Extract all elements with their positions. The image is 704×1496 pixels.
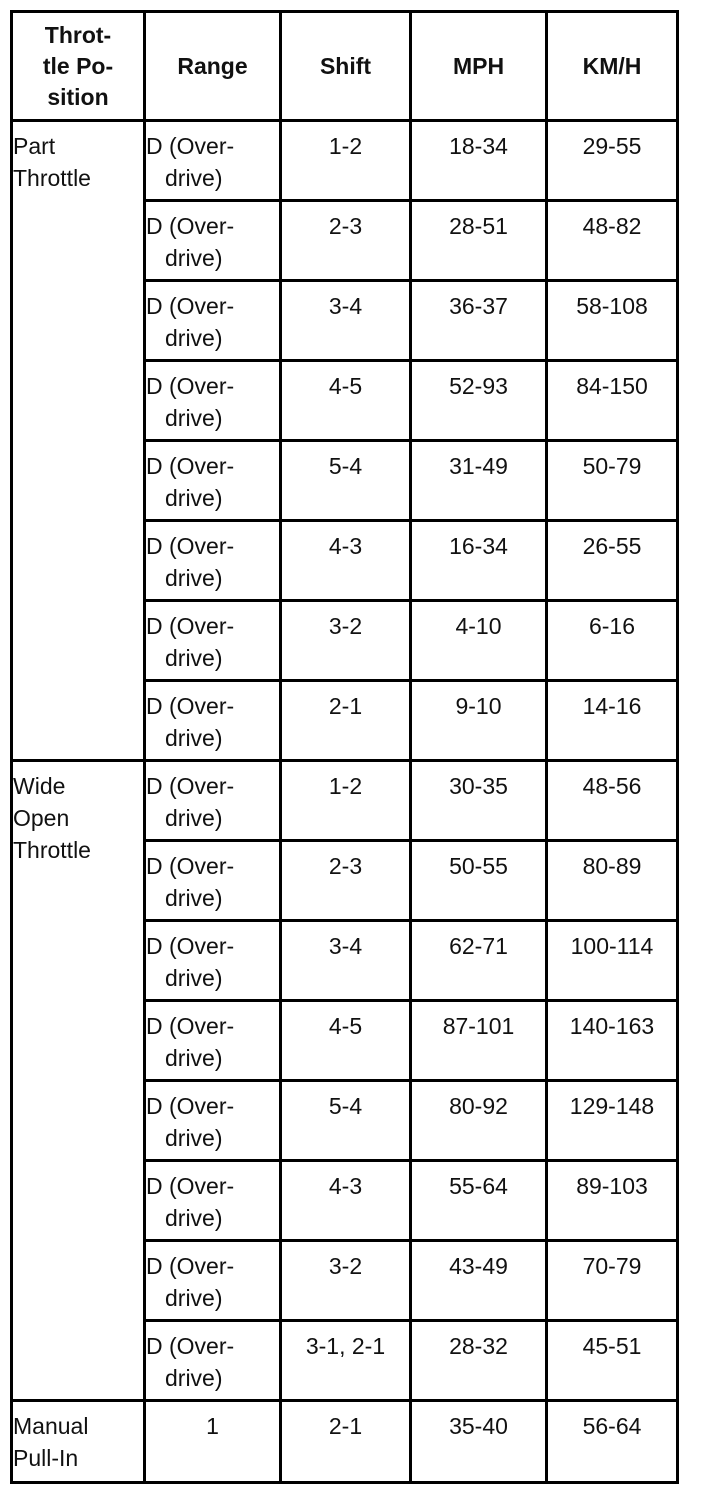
range-cell [145, 201, 281, 281]
shift-cell: 5-4 [281, 441, 411, 521]
mph-cell: 28-32 [411, 1321, 547, 1401]
range-line: drive) [165, 805, 223, 831]
shift-cell: 4-5 [281, 1001, 411, 1081]
range-line: D (Over- [146, 853, 235, 879]
shift-cell: 2-3 [281, 841, 411, 921]
mph-cell: 43-49 [411, 1241, 547, 1321]
column-header-line: KM/H [582, 52, 642, 79]
range-line: D (Over- [146, 1093, 235, 1119]
kmh-cell: 26-55 [547, 521, 678, 601]
shift-cell: 3-4 [281, 921, 411, 1001]
range-line: D (Over- [146, 453, 235, 479]
table-row [12, 761, 678, 841]
range-line: D (Over- [146, 213, 235, 239]
range-cell [145, 1081, 281, 1161]
range-line: D (Over- [146, 533, 235, 559]
shift-cell: 4-3 [281, 521, 411, 601]
column-header-line: MPH [452, 52, 505, 79]
range-cell: 1 [145, 1401, 281, 1483]
throttle-position-cell [12, 1401, 145, 1483]
mph-cell: 35-40 [411, 1401, 547, 1483]
throttle-position-line: Open [13, 805, 70, 831]
range-cell [145, 1321, 281, 1401]
kmh-cell: 58-108 [547, 281, 678, 361]
column-header-mph [411, 12, 547, 121]
shift-cell: 3-2 [281, 601, 411, 681]
range-line: drive) [165, 645, 223, 671]
kmh-cell: 84-150 [547, 361, 678, 441]
range-line: drive) [165, 565, 223, 591]
kmh-cell: 70-79 [547, 1241, 678, 1321]
mph-cell: 9-10 [411, 681, 547, 761]
header-row [12, 12, 678, 121]
mph-cell: 52-93 [411, 361, 547, 441]
shift-speed-table-container [10, 10, 679, 1484]
column-header-line: Range [177, 52, 248, 79]
kmh-cell: 45-51 [547, 1321, 678, 1401]
mph-cell: 80-92 [411, 1081, 547, 1161]
column-header-line: Throt- [44, 21, 112, 48]
kmh-cell: 48-82 [547, 201, 678, 281]
table-row [12, 121, 678, 201]
mph-cell: 30-35 [411, 761, 547, 841]
shift-cell: 3-4 [281, 281, 411, 361]
range-cell [145, 361, 281, 441]
mph-cell: 50-55 [411, 841, 547, 921]
column-header-line: tle Po- [42, 52, 114, 79]
table-header [12, 12, 678, 121]
mph-cell: 36-37 [411, 281, 547, 361]
kmh-cell: 129-148 [547, 1081, 678, 1161]
range-line: drive) [165, 485, 223, 511]
range-cell [145, 1241, 281, 1321]
kmh-cell: 100-114 [547, 921, 678, 1001]
shift-cell: 2-3 [281, 201, 411, 281]
kmh-cell: 48-56 [547, 761, 678, 841]
range-line: drive) [165, 725, 223, 751]
throttle-position-cell [12, 761, 145, 1401]
range-cell [145, 441, 281, 521]
shift-cell: 3-2 [281, 1241, 411, 1321]
mph-cell: 87-101 [411, 1001, 547, 1081]
range-cell [145, 521, 281, 601]
kmh-cell: 89-103 [547, 1161, 678, 1241]
range-line: drive) [165, 325, 223, 351]
column-header-shift [281, 12, 411, 121]
range-cell [145, 841, 281, 921]
mph-cell: 16-34 [411, 521, 547, 601]
range-line: drive) [165, 1285, 223, 1311]
mph-cell: 31-49 [411, 441, 547, 521]
mph-cell: 28-51 [411, 201, 547, 281]
mph-cell: 18-34 [411, 121, 547, 201]
range-line: drive) [165, 1205, 223, 1231]
shift-cell: 2-1 [281, 1401, 411, 1483]
shift-cell: 1-2 [281, 761, 411, 841]
range-cell [145, 281, 281, 361]
column-header-kmh [547, 12, 678, 121]
column-header-position [12, 12, 145, 121]
range-cell [145, 681, 281, 761]
column-header-line: sition [47, 83, 109, 110]
range-line: drive) [165, 1365, 223, 1391]
range-line: D (Over- [146, 1333, 235, 1359]
range-line: D (Over- [146, 373, 235, 399]
range-line: drive) [165, 885, 223, 911]
throttle-position-line: Part [13, 133, 56, 159]
kmh-cell: 140-163 [547, 1001, 678, 1081]
kmh-cell: 80-89 [547, 841, 678, 921]
throttle-position-line: Wide [13, 773, 66, 799]
throttle-position-line: Pull-In [13, 1445, 79, 1471]
range-line: drive) [165, 965, 223, 991]
range-line: D (Over- [146, 613, 235, 639]
column-header-line: Shift [319, 52, 372, 79]
kmh-cell: 14-16 [547, 681, 678, 761]
range-cell [145, 601, 281, 681]
throttle-position-line: Manual [13, 1413, 89, 1439]
kmh-cell: 50-79 [547, 441, 678, 521]
table-body [12, 121, 678, 1483]
range-cell [145, 121, 281, 201]
shift-cell: 2-1 [281, 681, 411, 761]
range-line: drive) [165, 165, 223, 191]
shift-cell: 1-2 [281, 121, 411, 201]
throttle-position-cell [12, 121, 145, 761]
shift-cell: 4-3 [281, 1161, 411, 1241]
range-line: D (Over- [146, 293, 235, 319]
mph-cell: 4-10 [411, 601, 547, 681]
range-line: D (Over- [146, 773, 235, 799]
kmh-cell: 6-16 [547, 601, 678, 681]
range-line: D (Over- [146, 693, 235, 719]
range-cell [145, 761, 281, 841]
throttle-position-line: Throttle [13, 165, 91, 191]
column-header-range [145, 12, 281, 121]
range-line: D (Over- [146, 1253, 235, 1279]
range-cell [145, 921, 281, 1001]
range-line: drive) [165, 1045, 223, 1071]
shift-cell: 5-4 [281, 1081, 411, 1161]
shift-cell: 3-1, 2-1 [281, 1321, 411, 1401]
range-cell [145, 1161, 281, 1241]
range-line: drive) [165, 1125, 223, 1151]
table-row [12, 1401, 678, 1483]
range-line: drive) [165, 405, 223, 431]
range-line: D (Over- [146, 933, 235, 959]
range-line: drive) [165, 245, 223, 271]
range-line: D (Over- [146, 133, 235, 159]
mph-cell: 62-71 [411, 921, 547, 1001]
range-cell [145, 1001, 281, 1081]
kmh-cell: 29-55 [547, 121, 678, 201]
kmh-cell: 56-64 [547, 1401, 678, 1483]
throttle-position-line: Throttle [13, 837, 91, 863]
mph-cell: 55-64 [411, 1161, 547, 1241]
shift-speed-table [10, 10, 679, 1484]
shift-cell: 4-5 [281, 361, 411, 441]
range-line: D (Over- [146, 1173, 235, 1199]
range-line: D (Over- [146, 1013, 235, 1039]
